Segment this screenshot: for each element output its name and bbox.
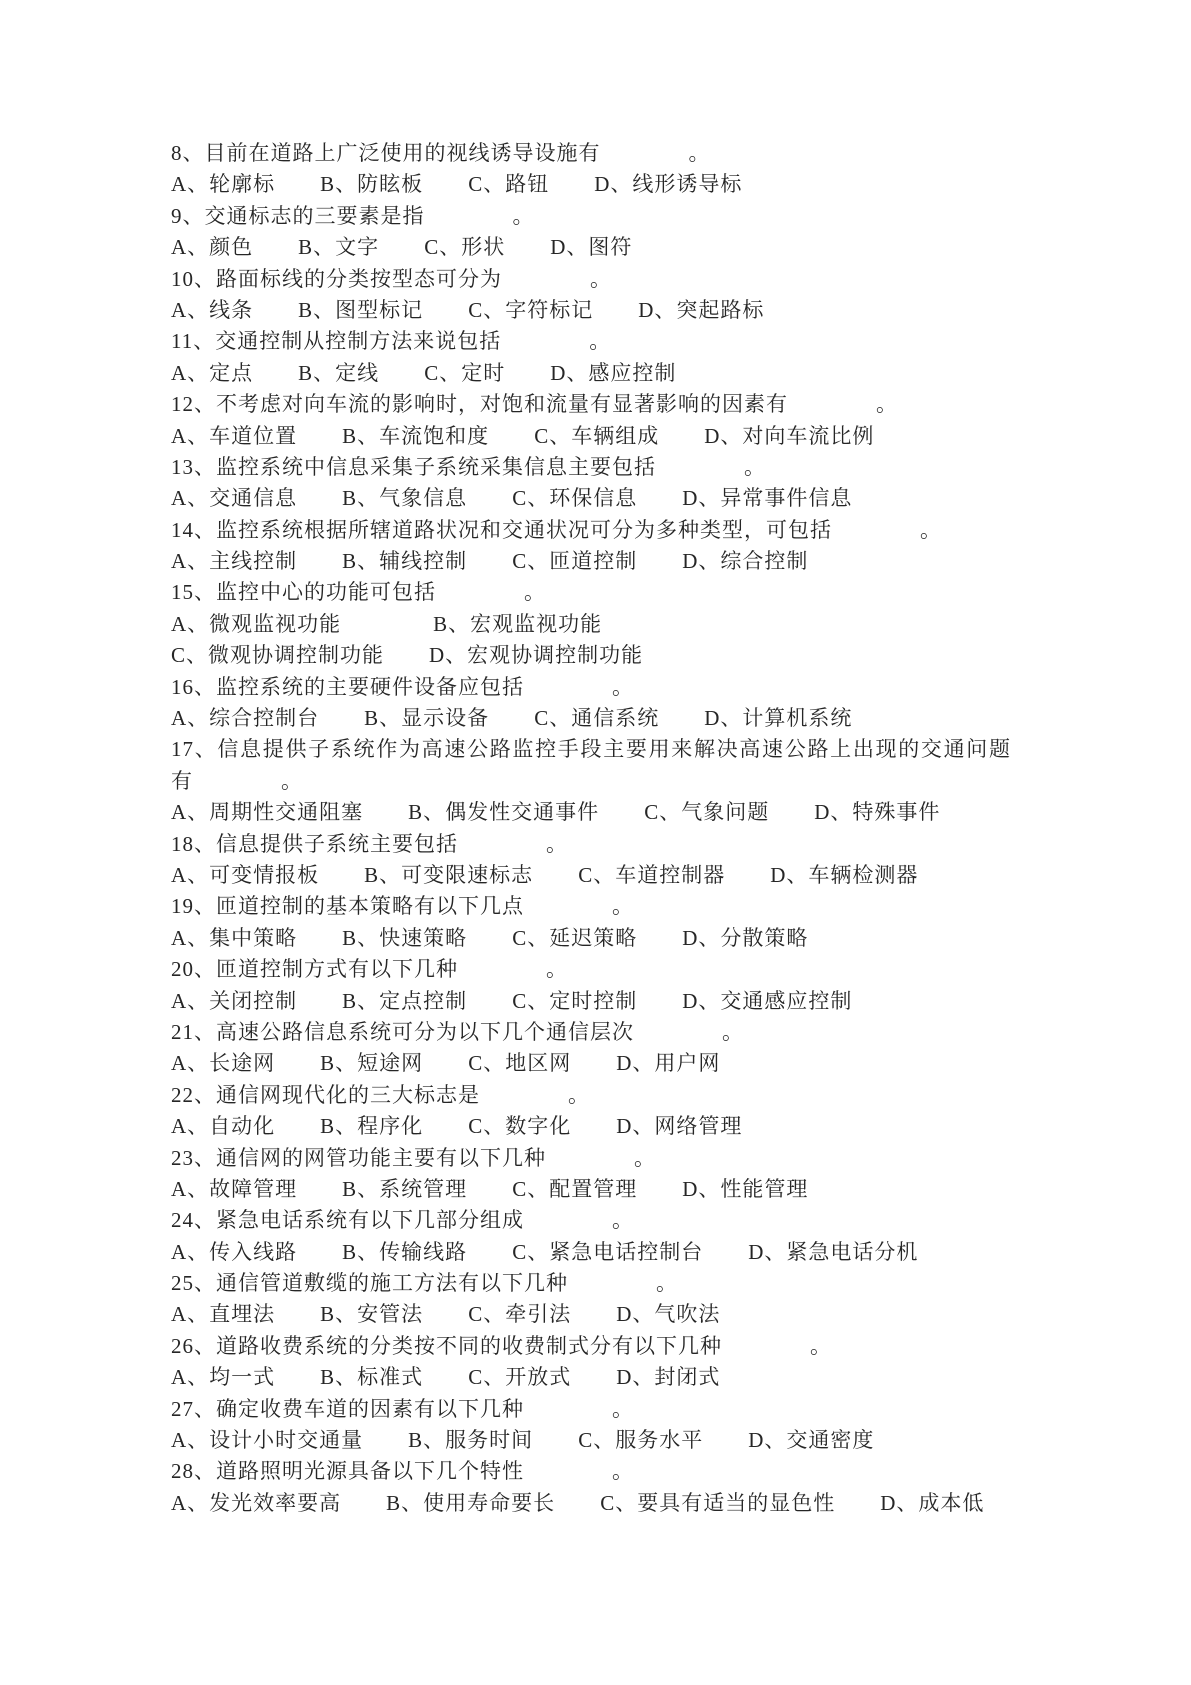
question-options-row xyxy=(171,1425,1011,1456)
option: D、气吹法 xyxy=(616,1302,721,1327)
question-11 xyxy=(171,326,1011,389)
question-17 xyxy=(171,734,1011,828)
question-options-row xyxy=(171,1111,1011,1142)
option: A、传入线路 xyxy=(171,1239,298,1264)
question-options-row xyxy=(171,1048,1011,1079)
option: A、线条 xyxy=(171,297,254,322)
option: C、微观协调控制功能 xyxy=(171,643,385,668)
question-15 xyxy=(171,577,1011,671)
question-stem-line: 15、监控中心的功能可包括 。 xyxy=(171,580,546,605)
question-options-row xyxy=(171,609,1011,640)
option: B、服务时间 xyxy=(408,1428,534,1453)
option: A、集中策略 xyxy=(171,925,298,950)
option: D、分散策略 xyxy=(682,925,809,950)
question-list xyxy=(171,138,1011,1519)
option: B、使用寿命要长 xyxy=(386,1490,556,1515)
option: C、配置管理 xyxy=(512,1176,638,1201)
option: B、偶发性交通事件 xyxy=(408,800,600,825)
option: B、防眩板 xyxy=(320,172,424,197)
question-options-row xyxy=(171,923,1011,954)
question-options-row xyxy=(171,358,1011,389)
option: A、故障管理 xyxy=(171,1176,298,1201)
question-stem-line: 25、通信管道敷缆的施工方法有以下几种 。 xyxy=(171,1271,678,1296)
option: A、颜色 xyxy=(171,235,254,260)
question-stem-line: 23、通信网的网管功能主要有以下几种 。 xyxy=(171,1145,656,1170)
question-stem-line: 28、道路照明光源具备以下几个特性 。 xyxy=(171,1459,634,1484)
option: B、气象信息 xyxy=(342,486,468,511)
option: C、气象问题 xyxy=(644,800,770,825)
question-options-row xyxy=(171,797,1011,828)
question-stem-line: 21、高速公路信息系统可分为以下几个通信层次 。 xyxy=(171,1019,744,1044)
option: D、车辆检测器 xyxy=(770,862,919,887)
question-19 xyxy=(171,891,1011,954)
question-options-row xyxy=(171,1488,1011,1519)
question-stem-line: 19、匝道控制的基本策略有以下几点 。 xyxy=(171,894,634,919)
option: A、车道位置 xyxy=(171,423,298,448)
option: D、突起路标 xyxy=(638,297,765,322)
option: A、周期性交通阻塞 xyxy=(171,800,364,825)
option: D、线形诱导标 xyxy=(594,172,743,197)
option: A、设计小时交通量 xyxy=(171,1428,364,1453)
question-21 xyxy=(171,1017,1011,1080)
option: D、异常事件信息 xyxy=(682,486,853,511)
option: B、图型标记 xyxy=(298,297,424,322)
question-options-row xyxy=(171,546,1011,577)
option: D、对向车流比例 xyxy=(704,423,875,448)
option: B、文字 xyxy=(298,235,380,260)
option: D、封闭式 xyxy=(616,1365,721,1390)
option: B、短途网 xyxy=(320,1051,424,1076)
option: A、可变情报板 xyxy=(171,862,320,887)
option: D、特殊事件 xyxy=(814,800,941,825)
option: D、用户网 xyxy=(616,1051,721,1076)
question-options-row xyxy=(171,703,1011,734)
option: C、定时控制 xyxy=(512,988,638,1013)
question-stem-line: 8、目前在道路上广泛使用的视线诱导设施有 。 xyxy=(171,141,711,165)
option: D、交通密度 xyxy=(748,1428,875,1453)
option: C、字符标记 xyxy=(468,297,594,322)
question-stem-line: 24、紧急电话系统有以下几部分组成 。 xyxy=(171,1208,634,1233)
option: C、匝道控制 xyxy=(512,549,638,574)
question-options-row xyxy=(171,483,1011,514)
question-12 xyxy=(171,389,1011,452)
option: A、综合控制台 xyxy=(171,706,320,731)
question-options-row xyxy=(171,1174,1011,1205)
option: B、定点控制 xyxy=(342,988,468,1013)
question-24 xyxy=(171,1205,1011,1268)
option: A、发光效率要高 xyxy=(171,1490,342,1515)
option: B、传输线路 xyxy=(342,1239,468,1264)
question-26 xyxy=(171,1331,1011,1394)
question-23 xyxy=(171,1143,1011,1206)
question-stem-line: 9、交通标志的三要素是指 。 xyxy=(171,203,535,228)
option: C、定时 xyxy=(424,360,506,385)
option: B、定线 xyxy=(298,360,380,385)
option: D、图符 xyxy=(550,235,633,260)
question-options-row xyxy=(171,295,1011,326)
option: D、成本低 xyxy=(880,1490,985,1515)
question-options-row xyxy=(171,1362,1011,1393)
option: D、紧急电话分机 xyxy=(748,1239,919,1264)
question-options-row xyxy=(171,169,1011,200)
question-options-row xyxy=(171,421,1011,452)
option: B、可变限速标志 xyxy=(364,862,534,887)
question-stem-line: 14、监控系统根据所辖道路状况和交通状况可分为多种类型，可包括 。 xyxy=(171,517,942,542)
question-options-row xyxy=(171,232,1011,263)
question-stem-line: 16、监控系统的主要硬件设备应包括 。 xyxy=(171,674,634,699)
option: A、定点 xyxy=(171,360,254,385)
question-27 xyxy=(171,1394,1011,1457)
option: B、标准式 xyxy=(320,1365,424,1390)
question-options-row xyxy=(171,1237,1011,1268)
question-stem-line: 10、路面标线的分类按型态可分为 。 xyxy=(171,266,612,291)
question-stem-line: 26、道路收费系统的分类按不同的收费制式分有以下几种 。 xyxy=(171,1333,832,1358)
question-stem-line: 12、不考虑对向车流的影响时，对饱和流量有显著影响的因素有 。 xyxy=(171,392,898,417)
option: A、主线控制 xyxy=(171,549,298,574)
question-28 xyxy=(171,1456,1011,1519)
question-8 xyxy=(171,138,1011,201)
option: D、感应控制 xyxy=(550,360,677,385)
option: A、交通信息 xyxy=(171,486,298,511)
question-stem-line: 有 。 xyxy=(171,768,303,793)
question-25 xyxy=(171,1268,1011,1331)
option: D、性能管理 xyxy=(682,1176,809,1201)
option: D、网络管理 xyxy=(616,1114,743,1139)
option: A、直埋法 xyxy=(171,1302,276,1327)
option: B、车流饱和度 xyxy=(342,423,490,448)
option: D、计算机系统 xyxy=(704,706,853,731)
option: A、微观监视功能 xyxy=(171,611,342,636)
question-20 xyxy=(171,954,1011,1017)
question-stem-line: 17、信息提供子系统作为高速公路监控手段主要用来解决高速公路上出现的交通问题 xyxy=(171,737,1011,762)
option: C、车道控制器 xyxy=(578,862,726,887)
option: A、关闭控制 xyxy=(171,988,298,1013)
option: C、地区网 xyxy=(468,1051,572,1076)
question-16 xyxy=(171,672,1011,735)
option: C、延迟策略 xyxy=(512,925,638,950)
option: C、通信系统 xyxy=(534,706,660,731)
question-options-row xyxy=(171,640,1011,671)
option: B、宏观监视功能 xyxy=(433,611,603,636)
question-stem-line: 27、确定收费车道的因素有以下几种 。 xyxy=(171,1396,634,1421)
option: C、要具有适当的显色性 xyxy=(600,1490,836,1515)
question-stem-line: 13、监控系统中信息采集子系统采集信息主要包括 。 xyxy=(171,454,766,479)
option: C、车辆组成 xyxy=(534,423,660,448)
question-options-row xyxy=(171,860,1011,891)
option: B、系统管理 xyxy=(342,1176,468,1201)
option: C、形状 xyxy=(424,235,506,260)
option: B、显示设备 xyxy=(364,706,490,731)
question-stem-line: 18、信息提供子系统主要包括 。 xyxy=(171,831,568,856)
question-9 xyxy=(171,201,1011,264)
option: C、牵引法 xyxy=(468,1302,572,1327)
option: A、自动化 xyxy=(171,1114,276,1139)
option: B、辅线控制 xyxy=(342,549,468,574)
option: D、综合控制 xyxy=(682,549,809,574)
option: C、路钮 xyxy=(468,172,550,197)
option: C、环保信息 xyxy=(512,486,638,511)
option: B、快速策略 xyxy=(342,925,468,950)
option: D、交通感应控制 xyxy=(682,988,853,1013)
question-18 xyxy=(171,829,1011,892)
option: C、服务水平 xyxy=(578,1428,704,1453)
question-stem-line: 22、通信网现代化的三大标志是 。 xyxy=(171,1082,590,1107)
option: A、均一式 xyxy=(171,1365,276,1390)
option: C、开放式 xyxy=(468,1365,572,1390)
option: C、数字化 xyxy=(468,1114,572,1139)
question-options-row xyxy=(171,1299,1011,1330)
question-options-row xyxy=(171,986,1011,1017)
question-22 xyxy=(171,1080,1011,1143)
question-stem-line: 20、匝道控制方式有以下几种 。 xyxy=(171,957,568,982)
question-stem-line: 11、交通控制从控制方法来说包括 。 xyxy=(171,329,612,354)
question-13 xyxy=(171,452,1011,515)
option: D、宏观协调控制功能 xyxy=(429,643,644,668)
option: B、程序化 xyxy=(320,1114,424,1139)
option: C、紧急电话控制台 xyxy=(512,1239,704,1264)
question-14 xyxy=(171,515,1011,578)
option: B、安管法 xyxy=(320,1302,424,1327)
question-10 xyxy=(171,264,1011,327)
option: A、轮廓标 xyxy=(171,172,276,197)
option: A、长途网 xyxy=(171,1051,276,1076)
